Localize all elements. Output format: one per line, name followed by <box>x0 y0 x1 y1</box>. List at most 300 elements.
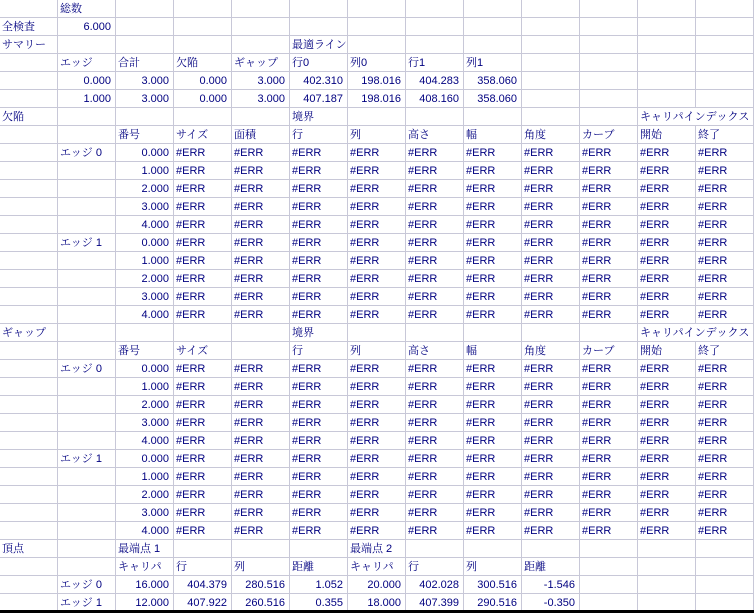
cell-r32c11[interactable] <box>638 576 696 594</box>
cell-r1c7[interactable] <box>406 18 464 36</box>
cell-r2c3[interactable] <box>174 36 232 54</box>
cell-r9c5[interactable]: #ERR <box>290 162 348 180</box>
cell-r12c1[interactable] <box>58 216 116 234</box>
cell-r2c10[interactable] <box>580 36 638 54</box>
cell-r25c9[interactable]: #ERR <box>522 450 580 468</box>
cell-r25c1[interactable]: エッジ 1 <box>58 450 116 468</box>
cell-r32c3[interactable]: 404.379 <box>174 576 232 594</box>
cell-r24c1[interactable] <box>58 432 116 450</box>
cell-r29c9[interactable]: #ERR <box>522 522 580 540</box>
cell-r21c10[interactable]: #ERR <box>580 378 638 396</box>
cell-r26c0[interactable] <box>0 468 58 486</box>
cell-r29c3[interactable]: #ERR <box>174 522 232 540</box>
cell-r8c1[interactable]: エッジ 0 <box>58 144 116 162</box>
cell-r13c4[interactable]: #ERR <box>232 234 290 252</box>
cell-r12c5[interactable]: #ERR <box>290 216 348 234</box>
cell-r19c11[interactable]: 開始 <box>638 342 696 360</box>
cell-r2c0[interactable]: サマリー <box>0 36 58 54</box>
cell-r27c9[interactable]: #ERR <box>522 486 580 504</box>
cell-r19c12[interactable]: 終了 <box>696 342 754 360</box>
cell-r1c11[interactable] <box>638 18 696 36</box>
cell-r27c11[interactable]: #ERR <box>638 486 696 504</box>
cell-r21c8[interactable]: #ERR <box>464 378 522 396</box>
cell-r2c2[interactable] <box>116 36 174 54</box>
cell-r2c8[interactable] <box>464 36 522 54</box>
cell-r3c6[interactable]: 列0 <box>348 54 406 72</box>
cell-r17c4[interactable]: #ERR <box>232 306 290 324</box>
cell-r28c3[interactable]: #ERR <box>174 504 232 522</box>
cell-r26c4[interactable]: #ERR <box>232 468 290 486</box>
cell-r11c6[interactable]: #ERR <box>348 198 406 216</box>
cell-r13c12[interactable]: #ERR <box>696 234 754 252</box>
cell-r22c8[interactable]: #ERR <box>464 396 522 414</box>
cell-r18c8[interactable] <box>464 324 522 342</box>
cell-r30c5[interactable] <box>290 540 348 558</box>
cell-r27c0[interactable] <box>0 486 58 504</box>
cell-r11c9[interactable]: #ERR <box>522 198 580 216</box>
cell-r1c1[interactable]: 6.000 <box>58 18 116 36</box>
cell-r0c11[interactable] <box>638 0 696 18</box>
cell-r18c6[interactable] <box>348 324 406 342</box>
cell-r1c4[interactable] <box>232 18 290 36</box>
cell-r33c5[interactable]: 0.355 <box>290 594 348 612</box>
cell-r8c0[interactable] <box>0 144 58 162</box>
cell-r3c4[interactable]: ギャップ <box>232 54 290 72</box>
cell-r5c7[interactable]: 408.160 <box>406 90 464 108</box>
cell-r0c6[interactable] <box>348 0 406 18</box>
cell-r6c7[interactable] <box>406 108 464 126</box>
cell-r21c1[interactable] <box>58 378 116 396</box>
cell-r12c6[interactable]: #ERR <box>348 216 406 234</box>
cell-r6c6[interactable] <box>348 108 406 126</box>
cell-r22c2[interactable]: 2.000 <box>116 396 174 414</box>
cell-r14c11[interactable]: #ERR <box>638 252 696 270</box>
cell-r20c6[interactable]: #ERR <box>348 360 406 378</box>
cell-r23c9[interactable]: #ERR <box>522 414 580 432</box>
cell-r21c5[interactable]: #ERR <box>290 378 348 396</box>
cell-r26c10[interactable]: #ERR <box>580 468 638 486</box>
cell-r12c2[interactable]: 4.000 <box>116 216 174 234</box>
cell-r17c11[interactable]: #ERR <box>638 306 696 324</box>
cell-r28c12[interactable]: #ERR <box>696 504 754 522</box>
cell-r1c8[interactable] <box>464 18 522 36</box>
cell-r23c12[interactable]: #ERR <box>696 414 754 432</box>
cell-r3c5[interactable]: 行0 <box>290 54 348 72</box>
cell-r15c12[interactable]: #ERR <box>696 270 754 288</box>
cell-r8c3[interactable]: #ERR <box>174 144 232 162</box>
cell-r28c8[interactable]: #ERR <box>464 504 522 522</box>
cell-r25c8[interactable]: #ERR <box>464 450 522 468</box>
cell-r5c2[interactable]: 3.000 <box>116 90 174 108</box>
cell-r10c11[interactable]: #ERR <box>638 180 696 198</box>
cell-r12c0[interactable] <box>0 216 58 234</box>
cell-r29c11[interactable]: #ERR <box>638 522 696 540</box>
cell-r9c6[interactable]: #ERR <box>348 162 406 180</box>
cell-r8c6[interactable]: #ERR <box>348 144 406 162</box>
cell-r7c8[interactable]: 幅 <box>464 126 522 144</box>
cell-r14c8[interactable]: #ERR <box>464 252 522 270</box>
cell-r22c1[interactable] <box>58 396 116 414</box>
cell-r20c4[interactable]: #ERR <box>232 360 290 378</box>
cell-r30c6[interactable]: 最端点 2 <box>348 540 406 558</box>
cell-r6c4[interactable] <box>232 108 290 126</box>
cell-r16c7[interactable]: #ERR <box>406 288 464 306</box>
cell-r23c2[interactable]: 3.000 <box>116 414 174 432</box>
cell-r22c4[interactable]: #ERR <box>232 396 290 414</box>
cell-r11c12[interactable]: #ERR <box>696 198 754 216</box>
cell-r29c8[interactable]: #ERR <box>464 522 522 540</box>
cell-r16c1[interactable] <box>58 288 116 306</box>
cell-r21c2[interactable]: 1.000 <box>116 378 174 396</box>
cell-r1c3[interactable] <box>174 18 232 36</box>
cell-r1c10[interactable] <box>580 18 638 36</box>
cell-r25c7[interactable]: #ERR <box>406 450 464 468</box>
cell-r17c8[interactable]: #ERR <box>464 306 522 324</box>
cell-r15c11[interactable]: #ERR <box>638 270 696 288</box>
cell-r26c2[interactable]: 1.000 <box>116 468 174 486</box>
cell-r12c9[interactable]: #ERR <box>522 216 580 234</box>
cell-r14c3[interactable]: #ERR <box>174 252 232 270</box>
cell-r15c7[interactable]: #ERR <box>406 270 464 288</box>
cell-r11c0[interactable] <box>0 198 58 216</box>
cell-r15c9[interactable]: #ERR <box>522 270 580 288</box>
cell-r11c5[interactable]: #ERR <box>290 198 348 216</box>
cell-r26c9[interactable]: #ERR <box>522 468 580 486</box>
cell-r10c8[interactable]: #ERR <box>464 180 522 198</box>
cell-r18c9[interactable] <box>522 324 580 342</box>
cell-r28c2[interactable]: 3.000 <box>116 504 174 522</box>
cell-r27c2[interactable]: 2.000 <box>116 486 174 504</box>
cell-r28c6[interactable]: #ERR <box>348 504 406 522</box>
cell-r30c9[interactable] <box>522 540 580 558</box>
cell-r16c9[interactable]: #ERR <box>522 288 580 306</box>
cell-r6c1[interactable] <box>58 108 116 126</box>
cell-r20c3[interactable]: #ERR <box>174 360 232 378</box>
cell-r33c3[interactable]: 407.922 <box>174 594 232 612</box>
cell-r27c7[interactable]: #ERR <box>406 486 464 504</box>
cell-r23c8[interactable]: #ERR <box>464 414 522 432</box>
cell-r31c0[interactable] <box>0 558 58 576</box>
cell-r14c4[interactable]: #ERR <box>232 252 290 270</box>
cell-r15c6[interactable]: #ERR <box>348 270 406 288</box>
cell-r6c9[interactable] <box>522 108 580 126</box>
cell-r19c4[interactable] <box>232 342 290 360</box>
cell-r24c7[interactable]: #ERR <box>406 432 464 450</box>
cell-r16c0[interactable] <box>0 288 58 306</box>
cell-r26c12[interactable]: #ERR <box>696 468 754 486</box>
cell-r13c10[interactable]: #ERR <box>580 234 638 252</box>
cell-r29c1[interactable] <box>58 522 116 540</box>
cell-r22c12[interactable]: #ERR <box>696 396 754 414</box>
cell-r25c4[interactable]: #ERR <box>232 450 290 468</box>
cell-r16c8[interactable]: #ERR <box>464 288 522 306</box>
cell-r7c1[interactable] <box>58 126 116 144</box>
cell-r32c7[interactable]: 402.028 <box>406 576 464 594</box>
cell-r10c1[interactable] <box>58 180 116 198</box>
cell-r14c7[interactable]: #ERR <box>406 252 464 270</box>
cell-r27c8[interactable]: #ERR <box>464 486 522 504</box>
cell-r30c0[interactable]: 頂点 <box>0 540 58 558</box>
cell-r32c5[interactable]: 1.052 <box>290 576 348 594</box>
cell-r0c9[interactable] <box>522 0 580 18</box>
cell-r20c2[interactable]: 0.000 <box>116 360 174 378</box>
cell-r30c10[interactable] <box>580 540 638 558</box>
cell-r26c11[interactable]: #ERR <box>638 468 696 486</box>
cell-r31c6[interactable]: キャリパ <box>348 558 406 576</box>
cell-r6c8[interactable] <box>464 108 522 126</box>
cell-r16c6[interactable]: #ERR <box>348 288 406 306</box>
cell-r25c12[interactable]: #ERR <box>696 450 754 468</box>
cell-r26c1[interactable] <box>58 468 116 486</box>
cell-r18c1[interactable] <box>58 324 116 342</box>
cell-r21c9[interactable]: #ERR <box>522 378 580 396</box>
cell-r20c5[interactable]: #ERR <box>290 360 348 378</box>
cell-r21c7[interactable]: #ERR <box>406 378 464 396</box>
cell-r33c1[interactable]: エッジ 1 <box>58 594 116 612</box>
cell-r18c11[interactable]: キャリパインデックス <box>638 324 754 342</box>
cell-r21c3[interactable]: #ERR <box>174 378 232 396</box>
cell-r4c1[interactable]: 0.000 <box>58 72 116 90</box>
cell-r0c7[interactable] <box>406 0 464 18</box>
cell-r17c7[interactable]: #ERR <box>406 306 464 324</box>
cell-r24c12[interactable]: #ERR <box>696 432 754 450</box>
cell-r24c5[interactable]: #ERR <box>290 432 348 450</box>
cell-r25c0[interactable] <box>0 450 58 468</box>
cell-r8c12[interactable]: #ERR <box>696 144 754 162</box>
cell-r1c6[interactable] <box>348 18 406 36</box>
cell-r18c7[interactable] <box>406 324 464 342</box>
cell-r25c3[interactable]: #ERR <box>174 450 232 468</box>
cell-r9c2[interactable]: 1.000 <box>116 162 174 180</box>
cell-r18c2[interactable] <box>116 324 174 342</box>
cell-r10c7[interactable]: #ERR <box>406 180 464 198</box>
cell-r7c2[interactable]: 番号 <box>116 126 174 144</box>
cell-r28c0[interactable] <box>0 504 58 522</box>
cell-r32c1[interactable]: エッジ 0 <box>58 576 116 594</box>
cell-r20c1[interactable]: エッジ 0 <box>58 360 116 378</box>
cell-r10c12[interactable]: #ERR <box>696 180 754 198</box>
cell-r4c3[interactable]: 0.000 <box>174 72 232 90</box>
cell-r9c4[interactable]: #ERR <box>232 162 290 180</box>
cell-r17c0[interactable] <box>0 306 58 324</box>
cell-r31c1[interactable] <box>58 558 116 576</box>
cell-r5c4[interactable]: 3.000 <box>232 90 290 108</box>
cell-r1c9[interactable] <box>522 18 580 36</box>
cell-r17c1[interactable] <box>58 306 116 324</box>
cell-r31c4[interactable]: 列 <box>232 558 290 576</box>
cell-r18c0[interactable]: ギャップ <box>0 324 58 342</box>
cell-r8c10[interactable]: #ERR <box>580 144 638 162</box>
cell-r17c6[interactable]: #ERR <box>348 306 406 324</box>
cell-r9c10[interactable]: #ERR <box>580 162 638 180</box>
cell-r13c6[interactable]: #ERR <box>348 234 406 252</box>
cell-r18c3[interactable] <box>174 324 232 342</box>
cell-r27c12[interactable]: #ERR <box>696 486 754 504</box>
cell-r0c0[interactable] <box>0 0 58 18</box>
cell-r6c0[interactable]: 欠陥 <box>0 108 58 126</box>
cell-r16c3[interactable]: #ERR <box>174 288 232 306</box>
cell-r8c5[interactable]: #ERR <box>290 144 348 162</box>
cell-r28c1[interactable] <box>58 504 116 522</box>
cell-r17c5[interactable]: #ERR <box>290 306 348 324</box>
cell-r31c3[interactable]: 行 <box>174 558 232 576</box>
cell-r11c8[interactable]: #ERR <box>464 198 522 216</box>
cell-r15c0[interactable] <box>0 270 58 288</box>
cell-r14c10[interactable]: #ERR <box>580 252 638 270</box>
cell-r2c1[interactable] <box>58 36 116 54</box>
cell-r29c7[interactable]: #ERR <box>406 522 464 540</box>
cell-r29c5[interactable]: #ERR <box>290 522 348 540</box>
cell-r17c12[interactable]: #ERR <box>696 306 754 324</box>
cell-r9c7[interactable]: #ERR <box>406 162 464 180</box>
cell-r19c2[interactable]: 番号 <box>116 342 174 360</box>
cell-r27c4[interactable]: #ERR <box>232 486 290 504</box>
cell-r0c5[interactable] <box>290 0 348 18</box>
cell-r28c5[interactable]: #ERR <box>290 504 348 522</box>
cell-r7c12[interactable]: 終了 <box>696 126 754 144</box>
cell-r31c9[interactable]: 距離 <box>522 558 580 576</box>
cell-r2c4[interactable] <box>232 36 290 54</box>
cell-r11c7[interactable]: #ERR <box>406 198 464 216</box>
cell-r31c2[interactable]: キャリパ <box>116 558 174 576</box>
cell-r29c0[interactable] <box>0 522 58 540</box>
cell-r9c3[interactable]: #ERR <box>174 162 232 180</box>
cell-r7c6[interactable]: 列 <box>348 126 406 144</box>
cell-r13c8[interactable]: #ERR <box>464 234 522 252</box>
cell-r18c4[interactable] <box>232 324 290 342</box>
cell-r25c10[interactable]: #ERR <box>580 450 638 468</box>
cell-r4c7[interactable]: 404.283 <box>406 72 464 90</box>
cell-r17c3[interactable]: #ERR <box>174 306 232 324</box>
cell-r14c9[interactable]: #ERR <box>522 252 580 270</box>
cell-r1c2[interactable] <box>116 18 174 36</box>
cell-r2c11[interactable] <box>638 36 696 54</box>
cell-r13c9[interactable]: #ERR <box>522 234 580 252</box>
cell-r19c5[interactable]: 行 <box>290 342 348 360</box>
cell-r25c11[interactable]: #ERR <box>638 450 696 468</box>
cell-r7c0[interactable] <box>0 126 58 144</box>
cell-r30c12[interactable] <box>696 540 754 558</box>
cell-r13c5[interactable]: #ERR <box>290 234 348 252</box>
cell-r22c5[interactable]: #ERR <box>290 396 348 414</box>
cell-r9c9[interactable]: #ERR <box>522 162 580 180</box>
cell-r33c8[interactable]: 290.516 <box>464 594 522 612</box>
cell-r9c11[interactable]: #ERR <box>638 162 696 180</box>
cell-r18c5[interactable]: 境界 <box>290 324 348 342</box>
cell-r1c12[interactable] <box>696 18 754 36</box>
cell-r24c3[interactable]: #ERR <box>174 432 232 450</box>
cell-r33c4[interactable]: 260.516 <box>232 594 290 612</box>
cell-r19c7[interactable]: 高さ <box>406 342 464 360</box>
cell-r15c2[interactable]: 2.000 <box>116 270 174 288</box>
cell-r22c3[interactable]: #ERR <box>174 396 232 414</box>
cell-r21c11[interactable]: #ERR <box>638 378 696 396</box>
cell-r3c10[interactable] <box>580 54 638 72</box>
cell-r27c5[interactable]: #ERR <box>290 486 348 504</box>
cell-r14c5[interactable]: #ERR <box>290 252 348 270</box>
cell-r29c2[interactable]: 4.000 <box>116 522 174 540</box>
cell-r8c11[interactable]: #ERR <box>638 144 696 162</box>
cell-r0c8[interactable] <box>464 0 522 18</box>
cell-r31c11[interactable] <box>638 558 696 576</box>
cell-r19c0[interactable] <box>0 342 58 360</box>
cell-r20c12[interactable]: #ERR <box>696 360 754 378</box>
cell-r31c5[interactable]: 距離 <box>290 558 348 576</box>
cell-r3c3[interactable]: 欠陥 <box>174 54 232 72</box>
cell-r3c9[interactable] <box>522 54 580 72</box>
cell-r32c4[interactable]: 280.516 <box>232 576 290 594</box>
cell-r27c3[interactable]: #ERR <box>174 486 232 504</box>
cell-r26c3[interactable]: #ERR <box>174 468 232 486</box>
cell-r5c3[interactable]: 0.000 <box>174 90 232 108</box>
cell-r14c1[interactable] <box>58 252 116 270</box>
cell-r4c5[interactable]: 402.310 <box>290 72 348 90</box>
cell-r14c0[interactable] <box>0 252 58 270</box>
cell-r7c11[interactable]: 開始 <box>638 126 696 144</box>
cell-r24c10[interactable]: #ERR <box>580 432 638 450</box>
cell-r0c1[interactable]: 総数 <box>58 0 116 18</box>
cell-r29c10[interactable]: #ERR <box>580 522 638 540</box>
cell-r8c8[interactable]: #ERR <box>464 144 522 162</box>
cell-r27c1[interactable] <box>58 486 116 504</box>
cell-r28c11[interactable]: #ERR <box>638 504 696 522</box>
cell-r30c7[interactable] <box>406 540 464 558</box>
cell-r23c11[interactable]: #ERR <box>638 414 696 432</box>
cell-r26c7[interactable]: #ERR <box>406 468 464 486</box>
cell-r3c2[interactable]: 合計 <box>116 54 174 72</box>
cell-r13c3[interactable]: #ERR <box>174 234 232 252</box>
cell-r5c5[interactable]: 407.187 <box>290 90 348 108</box>
cell-r3c0[interactable] <box>0 54 58 72</box>
cell-r16c12[interactable]: #ERR <box>696 288 754 306</box>
cell-r15c5[interactable]: #ERR <box>290 270 348 288</box>
cell-r30c1[interactable] <box>58 540 116 558</box>
cell-r5c11[interactable] <box>638 90 696 108</box>
cell-r8c7[interactable]: #ERR <box>406 144 464 162</box>
cell-r11c11[interactable]: #ERR <box>638 198 696 216</box>
cell-r23c0[interactable] <box>0 414 58 432</box>
cell-r8c4[interactable]: #ERR <box>232 144 290 162</box>
cell-r33c2[interactable]: 12.000 <box>116 594 174 612</box>
cell-r19c1[interactable] <box>58 342 116 360</box>
cell-r32c12[interactable] <box>696 576 754 594</box>
cell-r10c9[interactable]: #ERR <box>522 180 580 198</box>
cell-r31c8[interactable]: 列 <box>464 558 522 576</box>
cell-r13c11[interactable]: #ERR <box>638 234 696 252</box>
cell-r12c12[interactable]: #ERR <box>696 216 754 234</box>
cell-r27c6[interactable]: #ERR <box>348 486 406 504</box>
cell-r28c7[interactable]: #ERR <box>406 504 464 522</box>
cell-r32c0[interactable] <box>0 576 58 594</box>
cell-r28c9[interactable]: #ERR <box>522 504 580 522</box>
cell-r13c7[interactable]: #ERR <box>406 234 464 252</box>
cell-r3c7[interactable]: 行1 <box>406 54 464 72</box>
cell-r4c9[interactable] <box>522 72 580 90</box>
cell-r4c10[interactable] <box>580 72 638 90</box>
cell-r26c8[interactable]: #ERR <box>464 468 522 486</box>
cell-r29c12[interactable]: #ERR <box>696 522 754 540</box>
cell-r15c1[interactable] <box>58 270 116 288</box>
cell-r6c10[interactable] <box>580 108 638 126</box>
cell-r10c2[interactable]: 2.000 <box>116 180 174 198</box>
cell-r7c3[interactable]: サイズ <box>174 126 232 144</box>
cell-r32c8[interactable]: 300.516 <box>464 576 522 594</box>
cell-r16c2[interactable]: 3.000 <box>116 288 174 306</box>
cell-r6c5[interactable]: 境界 <box>290 108 348 126</box>
cell-r3c8[interactable]: 列1 <box>464 54 522 72</box>
cell-r6c3[interactable] <box>174 108 232 126</box>
cell-r0c12[interactable] <box>696 0 754 18</box>
